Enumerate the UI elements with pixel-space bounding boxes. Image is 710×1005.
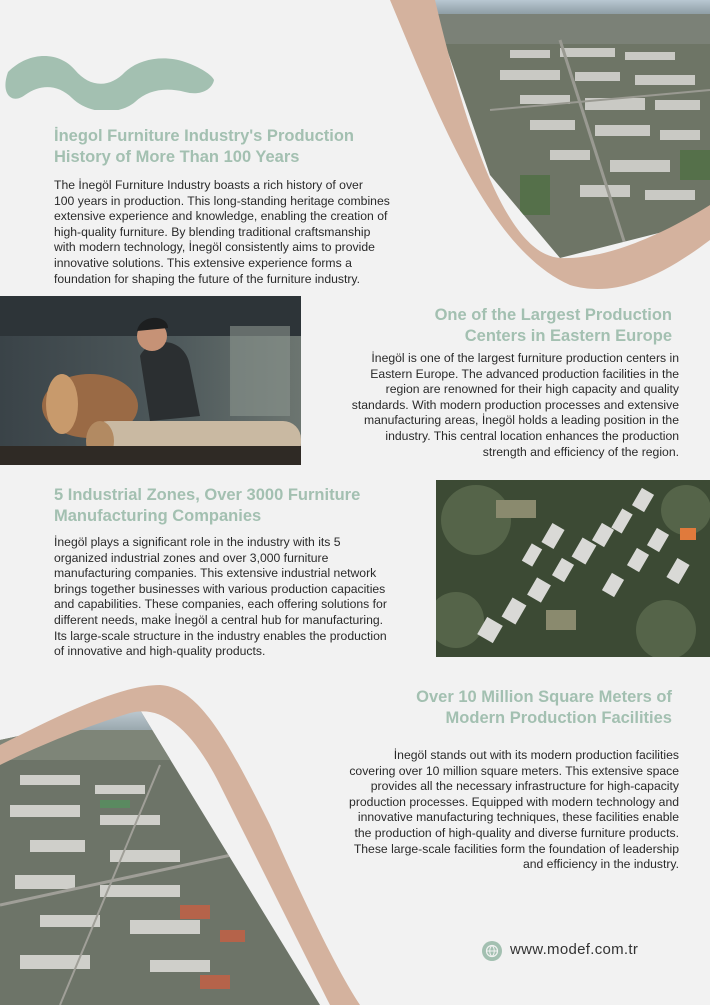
- zones-body: [54, 535, 434, 660]
- largest-body-line: region are renowned for their high capacity and quality: [385, 382, 679, 397]
- zones-body-line: different needs, make İnegöl a central hub for manufacturing.: [54, 612, 384, 627]
- largest-body-line: industry. This central location enhances the production: [385, 428, 679, 443]
- facilities-heading: [330, 687, 672, 729]
- history-heading-line: History of More Than 100 Years: [54, 148, 300, 166]
- history-body-line: 100 years in production. This long-standing heritage combines: [54, 193, 390, 208]
- sage-brush-stroke: [0, 30, 230, 110]
- largest-heading: [330, 305, 672, 347]
- history-body-line: innovative solutions. This extensive experience forms a: [54, 255, 352, 270]
- facilities-body-line: production processes. Equipped with modern technology and: [349, 794, 679, 809]
- largest-body-line: manufacturing areas, İnegöl holds a leading position in the: [363, 413, 679, 428]
- largest-body: [300, 351, 679, 460]
- zones-body-line: organized industrial zones and over 3,000 furniture: [54, 550, 329, 565]
- facilities-body-line: the production of high-quality and diverse furniture products.: [354, 825, 679, 840]
- facilities-body-line: These large-scale facilities form the foundation of leadership: [353, 841, 679, 856]
- zones-heading-line: 5 Industrial Zones, Over 3000 Furniture: [54, 486, 361, 504]
- zones-heading-line: Manufacturing Companies: [54, 507, 262, 525]
- largest-heading-line: Centers in Eastern Europe: [464, 327, 672, 345]
- zones-body-line: İnegöl plays a significant role in the industry with its 5: [54, 535, 341, 549]
- history-body-line: high-quality furniture. By blending traditional craftsmanship: [54, 224, 371, 239]
- facilities-body-line: covering over 10 million square meters. This extensive space: [349, 763, 679, 778]
- facilities-body-line: provides all the necessary infrastructure for high-capacity: [370, 779, 679, 794]
- woodworker-photo: [0, 296, 301, 465]
- history-body: [54, 178, 454, 287]
- history-body-line: extensive experience and knowledge, enabling the creation of: [54, 209, 388, 224]
- facilities-body-line: innovative manufacturing techniques, these facilities enable: [357, 810, 679, 825]
- facilities-body-line: and efficiency in the industry.: [522, 857, 679, 872]
- zones-body-line: and capabilities. These companies, each offering solutions for: [54, 597, 387, 612]
- history-body-line: foundation for shaping the future of the furniture industry.: [54, 271, 361, 286]
- history-heading-line: İnegol Furniture Industry's Production: [54, 127, 355, 145]
- zones-body-line: brings together businesses with various production capacities: [54, 581, 386, 596]
- website-link[interactable]: www.modef.com.tr: [510, 941, 639, 958]
- globe-icon: [482, 941, 502, 961]
- largest-body-line: strength and efficiency of the region.: [482, 444, 679, 459]
- zones-heading: [54, 485, 434, 527]
- history-heading: [54, 126, 454, 168]
- largest-body-line: İnegöl is one of the largest furniture production centers in: [371, 351, 679, 365]
- facilities-body-line: İnegöl stands out with its modern production facilities: [393, 748, 679, 762]
- bottom-aerial-photo: [0, 675, 370, 1005]
- zones-body-line: manufacturing companies. This extensive industrial network: [54, 566, 377, 581]
- facilities-heading-line: Over 10 Million Square Meters of: [416, 688, 672, 706]
- history-body-line: with modern technology, İnegöl consistently aims to provide: [54, 240, 375, 255]
- largest-body-line: Eastern Europe. The advanced production facilities in the: [370, 366, 679, 381]
- satellite-photo: [436, 480, 710, 657]
- largest-heading-line: One of the Largest Production: [434, 306, 672, 324]
- largest-body-line: standards. With modern production processes and extensive: [351, 397, 679, 412]
- facilities-heading-line: Modern Production Facilities: [445, 709, 672, 727]
- zones-body-line: of innovative and high-quality products.: [54, 644, 266, 659]
- zones-body-line: Its large-scale structure in the industry enables the production: [54, 628, 387, 643]
- history-body-line: The İnegöl Furniture Industry boasts a rich history of over: [54, 178, 363, 192]
